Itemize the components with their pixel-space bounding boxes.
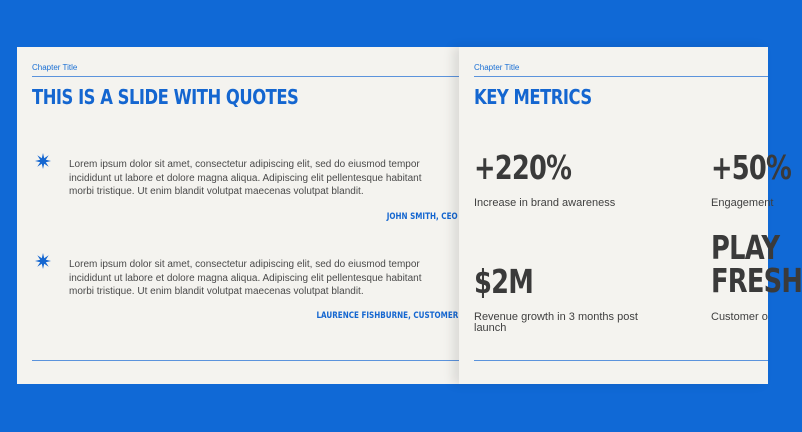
metric-value: +220% [474,148,572,187]
quotes-slide[interactable] [17,47,459,384]
metric-value: $2M [474,262,534,301]
chapter-title: Chapter Title [474,63,520,72]
quote-author: LAURENCE FISHBURNE, CUSTOMER [316,311,458,321]
metric-label: Engagement [711,197,774,209]
slide-title: THIS IS A SLIDE WITH QUOTES [32,85,299,109]
quote-text: Lorem ipsum dolor sit amet, consectetur adipiscing elit, sed do eiusmod tempor incididunt ut labore et dolore magna aliqua. Adipiscing elit pellentesque habitant morbi tristique. Ut enim blandit volutpat maecenas volutpat blandit. [69,159,422,197]
header-divider [474,76,768,77]
metric-value: PLAY [711,228,780,267]
slide-title: KEY METRICS [474,85,592,109]
metric-value: +50% [711,148,792,187]
metric-label: launch [474,322,507,334]
starburst-icon [35,253,51,269]
quote-author: JOHN SMITH, CEO [387,212,458,222]
chapter-title: Chapter Title [32,63,78,72]
metric-value: FRESH [711,261,802,300]
metric-label: Customer o [711,311,768,323]
metrics-slide[interactable] [459,47,802,384]
metric-label: Increase in brand awareness [474,197,616,209]
footer-divider [32,360,459,361]
starburst-icon [35,153,51,169]
metric-label: Revenue growth in 3 months post [474,311,638,323]
quote-text: Lorem ipsum dolor sit amet, consectetur adipiscing elit, sed do eiusmod tempor incididunt ut labore et dolore magna aliqua. Adipiscing elit pellentesque habitant morbi tristique. Ut enim blandit volutpat maecenas volutpat blandit. [69,259,422,297]
header-divider [32,76,459,77]
footer-divider [474,360,768,361]
